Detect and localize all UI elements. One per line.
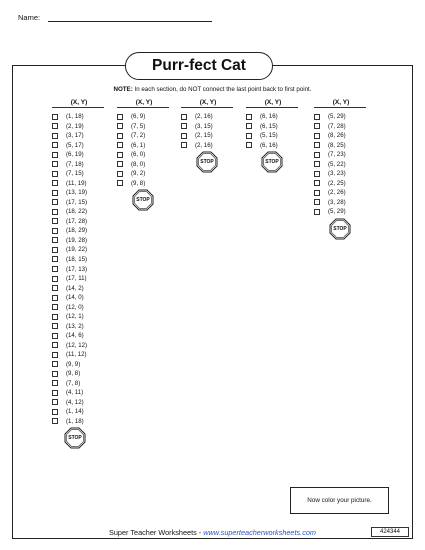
point-coordinate: (17, 28) xyxy=(66,217,88,225)
point-row xyxy=(52,264,104,274)
worksheet-title: Purr-fect Cat xyxy=(125,52,273,80)
point-coordinate: (14, 0) xyxy=(66,294,84,302)
point-row xyxy=(117,141,169,151)
point-row xyxy=(181,141,233,151)
point-checkbox[interactable] xyxy=(314,152,320,158)
point-checkbox[interactable] xyxy=(314,171,320,177)
stop-label: STOP xyxy=(200,159,214,166)
note-label: NOTE: xyxy=(113,86,133,93)
point-row xyxy=(314,169,366,179)
point-checkbox[interactable] xyxy=(52,266,58,272)
point-coordinate: (7, 8) xyxy=(66,379,81,387)
point-checkbox[interactable] xyxy=(181,133,187,139)
point-row xyxy=(117,131,169,141)
point-row xyxy=(117,160,169,170)
column-header-rule xyxy=(246,107,298,108)
point-coordinate: (9, 8) xyxy=(66,370,81,378)
point-coordinate: (2, 19) xyxy=(66,122,84,130)
point-coordinate: (2, 26) xyxy=(328,189,346,197)
stop-sign-icon xyxy=(132,189,154,211)
point-checkbox[interactable] xyxy=(52,190,58,196)
column-header: (X, Y) xyxy=(135,99,153,106)
point-row xyxy=(52,198,104,208)
point-coordinate: (17, 15) xyxy=(66,198,88,206)
point-checkbox[interactable] xyxy=(246,142,252,148)
point-checkbox[interactable] xyxy=(246,123,252,129)
stop-label: STOP xyxy=(68,435,82,442)
point-checkbox[interactable] xyxy=(52,142,58,148)
point-row xyxy=(52,255,104,265)
point-checkbox[interactable] xyxy=(314,142,320,148)
point-checkbox[interactable] xyxy=(52,371,58,377)
point-checkbox[interactable] xyxy=(52,314,58,320)
point-coordinate: (3, 15) xyxy=(195,122,213,130)
color-instruction-box: Now color your picture. xyxy=(290,487,389,514)
point-row xyxy=(246,122,298,132)
point-checkbox[interactable] xyxy=(181,114,187,120)
column-4 xyxy=(246,99,298,173)
point-checkbox[interactable] xyxy=(246,114,252,120)
point-checkbox[interactable] xyxy=(52,342,58,348)
point-checkbox[interactable] xyxy=(314,123,320,129)
point-coordinate: (18, 15) xyxy=(66,255,88,263)
point-row xyxy=(52,274,104,284)
point-coordinate: (5, 22) xyxy=(328,160,346,168)
footer-text: Super Teacher Worksheets - xyxy=(109,528,204,537)
point-coordinate: (18, 29) xyxy=(66,227,88,235)
point-checkbox[interactable] xyxy=(314,161,320,167)
point-coordinate: (2, 15) xyxy=(195,132,213,140)
point-row xyxy=(314,160,366,170)
point-checkbox[interactable] xyxy=(52,180,58,186)
column-1 xyxy=(52,99,104,449)
point-coordinate: (9, 9) xyxy=(66,360,81,368)
point-coordinate: (6, 15) xyxy=(260,122,278,130)
point-coordinate: (12, 1) xyxy=(66,313,84,321)
point-row xyxy=(117,179,169,189)
note-line xyxy=(0,86,425,93)
point-checkbox[interactable] xyxy=(52,276,58,282)
point-coordinate: (1, 18) xyxy=(66,113,84,121)
point-checkbox[interactable] xyxy=(52,256,58,262)
point-checkbox[interactable] xyxy=(52,171,58,177)
point-row xyxy=(246,141,298,151)
worksheet-code: 424344 xyxy=(371,527,409,537)
point-coordinate: (3, 28) xyxy=(328,198,346,206)
point-list xyxy=(52,112,104,426)
column-3 xyxy=(181,99,233,173)
point-row xyxy=(52,179,104,189)
point-coordinate: (5, 17) xyxy=(66,141,84,149)
point-coordinate: (6, 19) xyxy=(66,151,84,159)
point-list xyxy=(181,112,233,150)
point-row xyxy=(52,131,104,141)
point-coordinate: (9, 2) xyxy=(131,170,146,178)
point-row xyxy=(52,312,104,322)
point-row xyxy=(52,141,104,151)
name-label: Name: xyxy=(18,13,41,22)
point-checkbox[interactable] xyxy=(117,114,123,120)
point-checkbox[interactable] xyxy=(181,123,187,129)
point-row xyxy=(52,321,104,331)
point-coordinate: (7, 28) xyxy=(328,122,346,130)
point-checkbox[interactable] xyxy=(52,247,58,253)
point-checkbox[interactable] xyxy=(246,133,252,139)
point-coordinate: (12, 0) xyxy=(66,303,84,311)
point-checkbox[interactable] xyxy=(117,133,123,139)
point-coordinate: (3, 23) xyxy=(328,170,346,178)
point-coordinate: (5, 29) xyxy=(328,208,346,216)
point-coordinate: (6, 9) xyxy=(131,113,146,121)
point-checkbox[interactable] xyxy=(52,209,58,215)
point-row xyxy=(314,188,366,198)
point-coordinate: (12, 12) xyxy=(66,341,88,349)
point-coordinate: (1, 14) xyxy=(66,408,84,416)
point-row xyxy=(52,236,104,246)
point-checkbox[interactable] xyxy=(52,123,58,129)
point-coordinate: (18, 22) xyxy=(66,208,88,216)
point-row xyxy=(52,407,104,417)
point-coordinate: (9, 8) xyxy=(131,179,146,187)
point-row xyxy=(52,359,104,369)
point-coordinate: (5, 15) xyxy=(260,132,278,140)
point-row xyxy=(52,331,104,341)
point-checkbox[interactable] xyxy=(52,228,58,234)
point-row xyxy=(246,131,298,141)
point-checkbox[interactable] xyxy=(52,161,58,167)
point-checkbox[interactable] xyxy=(52,333,58,339)
stop-sign-icon xyxy=(261,151,283,173)
point-coordinate: (14, 6) xyxy=(66,332,84,340)
point-coordinate: (17, 13) xyxy=(66,265,88,273)
point-row xyxy=(314,112,366,122)
point-checkbox[interactable] xyxy=(52,380,58,386)
point-checkbox[interactable] xyxy=(117,142,123,148)
point-checkbox[interactable] xyxy=(52,399,58,405)
column-header-rule xyxy=(52,107,104,108)
point-coordinate: (14, 2) xyxy=(66,284,84,292)
point-checkbox[interactable] xyxy=(52,323,58,329)
point-row xyxy=(52,188,104,198)
point-coordinate: (11, 12) xyxy=(66,351,87,359)
point-coordinate: (8, 26) xyxy=(328,132,346,140)
column-header: (X, Y) xyxy=(264,99,282,106)
point-row xyxy=(314,141,366,151)
point-row xyxy=(117,169,169,179)
point-coordinate: (2, 16) xyxy=(195,113,213,121)
point-coordinate: (4, 12) xyxy=(66,398,84,406)
column-2 xyxy=(117,99,169,211)
point-row xyxy=(52,169,104,179)
column-header-rule xyxy=(117,107,169,108)
point-list xyxy=(314,112,366,217)
point-coordinate: (11, 19) xyxy=(66,179,87,187)
point-coordinate: (7, 23) xyxy=(328,151,346,159)
point-row xyxy=(314,179,366,189)
point-coordinate: (1, 18) xyxy=(66,417,84,425)
point-row xyxy=(314,131,366,141)
point-row xyxy=(52,226,104,236)
stop-sign-icon xyxy=(329,218,351,240)
point-row xyxy=(52,340,104,350)
point-coordinate: (7, 2) xyxy=(131,132,146,140)
point-coordinate: (13, 19) xyxy=(66,189,88,197)
point-checkbox[interactable] xyxy=(52,418,58,424)
point-row xyxy=(117,112,169,122)
point-checkbox[interactable] xyxy=(52,199,58,205)
point-row xyxy=(52,283,104,293)
point-checkbox[interactable] xyxy=(314,180,320,186)
footer-url[interactable]: www.superteacherworksheets.com xyxy=(203,528,316,537)
point-row xyxy=(181,131,233,141)
point-row xyxy=(181,112,233,122)
point-coordinate: (13, 2) xyxy=(66,322,84,330)
stop-sign-icon xyxy=(64,427,86,449)
point-row xyxy=(52,245,104,255)
point-checkbox[interactable] xyxy=(52,152,58,158)
stop-label: STOP xyxy=(265,159,279,166)
point-checkbox[interactable] xyxy=(314,114,320,120)
point-row xyxy=(52,160,104,170)
point-coordinate: (6, 0) xyxy=(131,151,146,159)
point-row xyxy=(52,293,104,303)
point-row xyxy=(52,369,104,379)
point-row xyxy=(117,122,169,132)
point-coordinate: (17, 11) xyxy=(66,275,87,283)
point-coordinate: (6, 16) xyxy=(260,141,278,149)
footer xyxy=(0,528,425,537)
point-checkbox[interactable] xyxy=(117,171,123,177)
point-checkbox[interactable] xyxy=(117,152,123,158)
point-checkbox[interactable] xyxy=(52,218,58,224)
point-row xyxy=(52,378,104,388)
point-coordinate: (5, 29) xyxy=(328,113,346,121)
point-checkbox[interactable] xyxy=(52,390,58,396)
point-list xyxy=(246,112,298,150)
stop-sign-icon xyxy=(196,151,218,173)
point-checkbox[interactable] xyxy=(52,352,58,358)
point-coordinate: (2, 16) xyxy=(195,141,213,149)
point-row xyxy=(52,302,104,312)
column-header-rule xyxy=(181,107,233,108)
column-header: (X, Y) xyxy=(70,99,88,106)
point-checkbox[interactable] xyxy=(314,190,320,196)
column-header: (X, Y) xyxy=(332,99,350,106)
point-row xyxy=(314,198,366,208)
stop-label: STOP xyxy=(136,197,150,204)
point-checkbox[interactable] xyxy=(52,133,58,139)
point-checkbox[interactable] xyxy=(52,285,58,291)
point-row xyxy=(246,112,298,122)
point-coordinate: (6, 16) xyxy=(260,113,278,121)
point-checkbox[interactable] xyxy=(52,295,58,301)
point-checkbox[interactable] xyxy=(314,133,320,139)
point-coordinate: (7, 18) xyxy=(66,160,84,168)
point-checkbox[interactable] xyxy=(52,304,58,310)
point-coordinate: (2, 25) xyxy=(328,179,346,187)
point-checkbox[interactable] xyxy=(314,209,320,215)
point-row xyxy=(314,207,366,217)
point-checkbox[interactable] xyxy=(117,123,123,129)
point-row xyxy=(52,122,104,132)
point-checkbox[interactable] xyxy=(117,161,123,167)
point-list xyxy=(117,112,169,188)
point-coordinate: (19, 28) xyxy=(66,236,88,244)
point-coordinate: (8, 0) xyxy=(131,160,146,168)
column-header: (X, Y) xyxy=(199,99,217,106)
point-checkbox[interactable] xyxy=(314,199,320,205)
point-row xyxy=(314,122,366,132)
point-row xyxy=(52,388,104,398)
point-row xyxy=(52,207,104,217)
point-row xyxy=(52,350,104,360)
point-checkbox[interactable] xyxy=(52,237,58,243)
stop-label: STOP xyxy=(333,225,347,232)
name-field[interactable] xyxy=(48,21,212,22)
point-row xyxy=(314,150,366,160)
point-coordinate: (4, 11) xyxy=(66,389,84,397)
point-checkbox[interactable] xyxy=(52,409,58,415)
point-coordinate: (3, 17) xyxy=(66,132,84,140)
point-checkbox[interactable] xyxy=(117,180,123,186)
point-coordinate: (19, 22) xyxy=(66,246,88,254)
column-5 xyxy=(314,99,366,240)
point-row xyxy=(117,150,169,160)
point-row xyxy=(52,150,104,160)
point-coordinate: (8, 25) xyxy=(328,141,346,149)
point-checkbox[interactable] xyxy=(52,361,58,367)
point-checkbox[interactable] xyxy=(181,142,187,148)
point-row xyxy=(52,112,104,122)
point-row xyxy=(181,122,233,132)
point-row xyxy=(52,217,104,227)
point-coordinate: (6, 1) xyxy=(131,141,146,149)
column-header-rule xyxy=(314,107,366,108)
point-coordinate: (7, 5) xyxy=(131,122,146,130)
point-row xyxy=(52,417,104,427)
note-text: In each section, do NOT connect the last point back to first point. xyxy=(132,86,312,93)
point-checkbox[interactable] xyxy=(52,114,58,120)
point-coordinate: (7, 15) xyxy=(66,170,84,178)
point-row xyxy=(52,397,104,407)
